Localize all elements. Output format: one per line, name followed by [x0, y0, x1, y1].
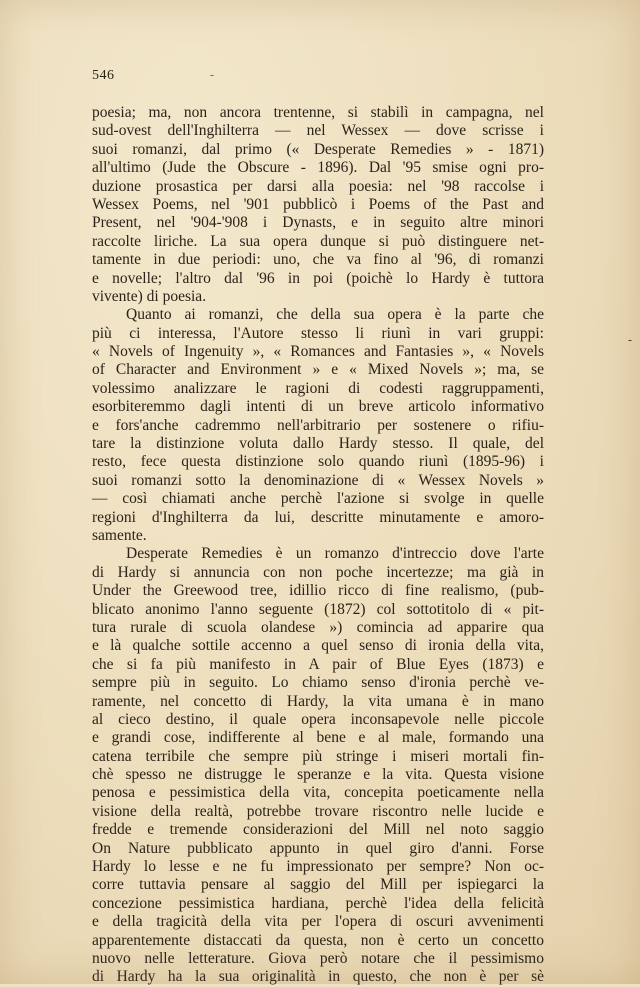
text-line: samente.: [92, 526, 147, 544]
text-line: « Novels of Ingenuity », « Romances and Fantasies », « Novels: [92, 343, 544, 361]
text-line: all'ultimo (Jude the Obscure - 1896). Dal '95 smise ogni pro-: [92, 159, 544, 177]
text-line: Present, nel '904-'908 i Dynasts, e in seguito altre minori: [92, 214, 544, 232]
text-line: of Character and Environment » e « Mixed Novels »; ma, se: [92, 361, 544, 379]
text-line: volessimo analizzare le ragioni di codesti raggruppamenti,: [92, 379, 544, 397]
text-line: e grandi cose, indifferente al bene e al male, formando una: [92, 729, 544, 747]
text-line: On Nature pubblicato appunto in quel giro d'anni. Forse: [92, 839, 544, 857]
header-mark: -: [210, 68, 215, 82]
text-line: resto, fece questa distinzione solo quando riunì (1895-96) i: [92, 453, 544, 471]
text-line: che si fa più manifesto in A pair of Blue Eyes (1873) e: [92, 655, 544, 673]
text-line: duzione prosastica per darsi alla poesia: nel '98 raccolse i: [92, 177, 544, 195]
margin-mark: -: [628, 333, 633, 347]
text-line: e della tragicità della vita per l'opera di oscuri avvenimenti: [92, 913, 544, 931]
text-line: chè spesso ne distrugge le speranze e la vita. Questa visione: [92, 766, 544, 784]
text-line: corre tuttavia pensare al saggio del Mill per ispiegarci la: [92, 876, 544, 894]
text-line: catena terribile che sempre più stringe i miseri mortali fin-: [92, 747, 544, 765]
text-line: ramente, nel concetto di Hardy, la vita umana è in mano: [92, 692, 544, 710]
text-line: Wessex Poems, nel '901 pubblicò i Poems of the Past and: [92, 195, 544, 213]
text-line: e novelle; l'altro dal '96 in poi (poichè lo Hardy è tuttora: [92, 269, 544, 287]
text-line: blicato anonimo l'anno seguente (1872) col sottotitolo di « pit-: [92, 600, 544, 618]
text-line: di Hardy si annuncia con non poche incertezze; ma già in: [92, 563, 544, 581]
text-line: Quanto ai romanzi, che della sua opera è la parte che: [126, 306, 544, 324]
text-line: Under the Greewood tree, idillio ricco di fine realismo, (pub-: [92, 582, 544, 600]
text-line: esorbiteremmo dagli intenti di un breve articolo informativo: [92, 398, 544, 416]
text-line: penosa e pessimistica della vita, concepita poeticamente nella: [92, 784, 544, 802]
text-line: poesia; ma, non ancora trentenne, si stabilì in campagna, nel: [92, 104, 544, 121]
text-line: Hardy lo lesse e ne fu impressionato per sempre? Non oc-: [92, 858, 544, 876]
text-line: più ci interessa, l'Autore stesso li riunì in vari gruppi:: [92, 324, 544, 342]
text-line: suoi romanzi, dal primo (« Desperate Remedies » - 1871): [92, 140, 544, 158]
text-line: fredde e tremende considerazioni del Mill nel noto saggio: [92, 821, 544, 839]
body-text: [92, 104, 544, 987]
text-line: sempre più in seguito. Lo chiamo senso d'ironia perchè ve-: [92, 674, 544, 692]
text-line: tare la distinzione voluta dallo Hardy stesso. Il quale, del: [92, 435, 544, 453]
page-number: 546: [92, 68, 115, 83]
text-line: e là qualche sottile accenno a quel senso di ironia della vita,: [92, 637, 544, 655]
text-line: — così chiamati anche perchè l'azione si svolge in quelle: [92, 490, 544, 508]
text-line: vivente) di poesia.: [92, 287, 207, 305]
text-line: sud-ovest dell'Inghilterra — nel Wessex — dove scrisse i: [92, 122, 544, 140]
text-line: di Hardy ha la sua originalità in questo, che non è per sè: [92, 968, 544, 986]
text-line: e fors'anche cadremmo nell'arbitrario per sostenere o rifiu-: [92, 416, 544, 434]
text-line: Desperate Remedies è un romanzo d'intreccio dove l'arte: [126, 545, 544, 563]
text-line: suoi romanzi sotto la denominazione di « Wessex Novels »: [92, 471, 544, 489]
text-line: concezione pessimistica hardiana, perchè l'idea della felicità: [92, 894, 544, 912]
text-line: regioni d'Inghilterra da lui, descritte minutamente e amoro-: [92, 508, 544, 526]
text-line: apparentemente distaccati da questa, non è certo un concetto: [92, 931, 544, 949]
text-line: tura rurale di scuola olandese ») comincia ad apparire qua: [92, 618, 544, 636]
text-line: tamente in due periodi: uno, che va fino al '96, di romanzi: [92, 251, 544, 269]
text-line: visione della realtà, potrebbe trovare riscontro nelle lucide e: [92, 802, 544, 820]
text-line: raccolte liriche. La sua opera dunque si può distinguere net-: [92, 232, 544, 250]
text-line: nuovo nelle letterature. Giova però notare che il pessimismo: [92, 949, 544, 967]
text-line: al cieco destino, il quale opera inconsapevole nelle piccole: [92, 710, 544, 728]
